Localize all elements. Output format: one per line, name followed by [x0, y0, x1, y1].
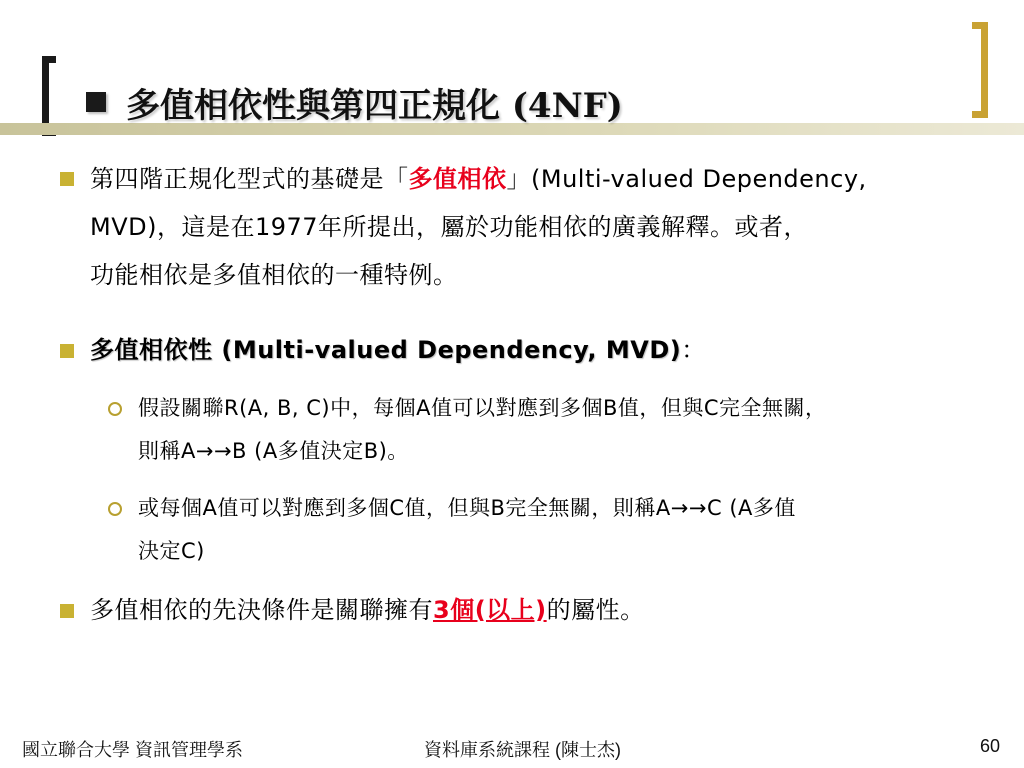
right-bracket-decoration [972, 22, 988, 118]
bullet-3-line [90, 595, 645, 625]
title-square-bullet-icon [86, 92, 106, 112]
footer-page-number: 60 [980, 736, 1001, 756]
bullet-square-icon [60, 172, 74, 186]
sub-bullet-2-line-1: 或每個A值可以對應到多個C值，但與B完全無關，則稱A→→C (A多值 [138, 496, 796, 520]
bullet-3-text-a: 多值相依的先決條件是關聯擁有 [90, 596, 433, 624]
sub-bullet-2-line-2: 決定C) [138, 539, 205, 563]
slide-title-row [86, 78, 623, 126]
footer-course: 資料庫系統課程 (陳士杰) [424, 740, 621, 760]
sub-bullet-ring-icon [108, 502, 122, 516]
sub-bullet-ring-icon [108, 402, 122, 416]
sub-bullet-1-line-2: 則稱A→→B (A多值決定B)。 [138, 439, 409, 463]
sub-bullet-1-line-1: 假設關聯R(A, B, C)中，每個A值可以對應到多個B值，但與C完全無關， [138, 396, 827, 420]
bullet-square-icon [60, 604, 74, 618]
bullet-1-text-b: 」(Multi-valued Dependency, [506, 165, 867, 193]
bullet-1-line-3: 功能相依是多值相依的一種特例。 [90, 261, 458, 289]
bullet-1-line-1 [90, 164, 867, 194]
footer-department: 國立聯合大學 資訊管理學系 [22, 740, 243, 760]
bullet-2-colon: ： [681, 336, 706, 364]
bullet-1-emphasis: 多值相依 [408, 165, 507, 193]
bullet-1-line-2: MVD)，這是在1977年所提出，屬於功能相依的廣義解釋。或者， [90, 213, 809, 241]
bullet-3-emphasis: 3個(以上) [433, 596, 547, 624]
bullet-2-heading: 多值相依性 (Multi-valued Dependency, MVD) [90, 336, 682, 364]
bullet-2-line [90, 335, 706, 365]
slide-title: 多值相依性與第四正規化 (4NF) [126, 85, 623, 126]
bullet-square-icon [60, 344, 74, 358]
bullet-3-text-b: 的屬性。 [546, 596, 645, 624]
bullet-1-text-a: 第四階正規化型式的基礎是「 [90, 165, 409, 193]
